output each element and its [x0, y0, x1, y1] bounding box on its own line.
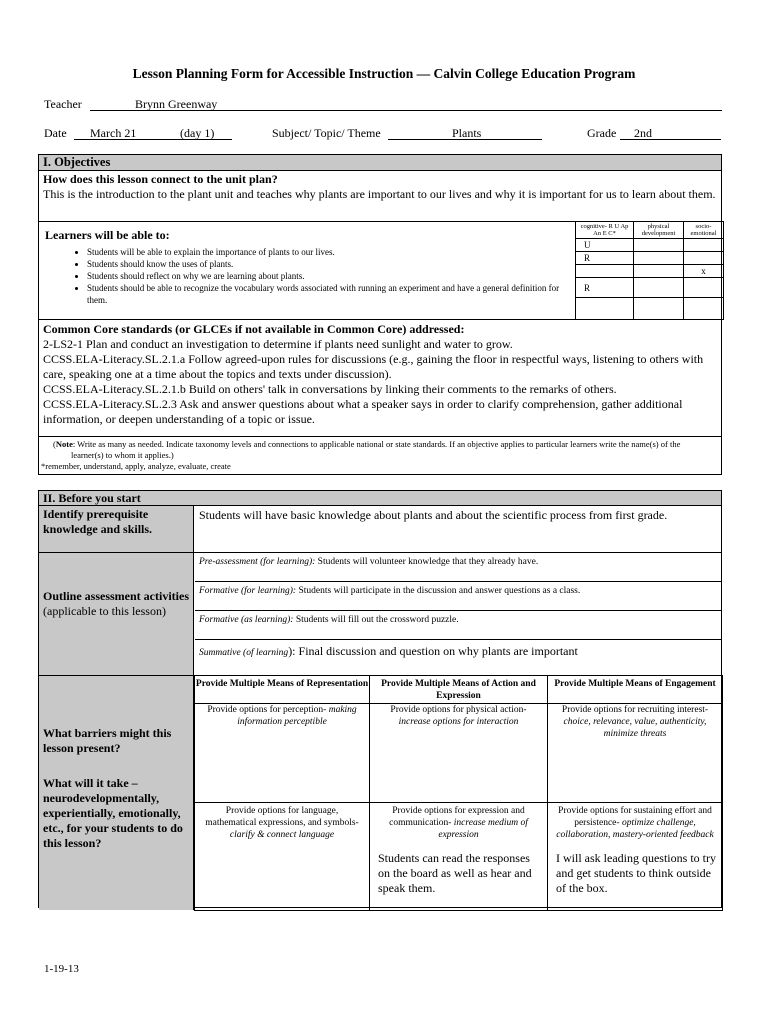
taxonomy-cell: x [684, 265, 724, 278]
objectives-list [39, 246, 577, 306]
common-core-line: CCSS.ELA-Literacy.SL.2.3 Ask and answer questions about what a speaker says in order to clarify comprehension, gather additional information, or deepen understanding of a topic or issue. [43, 397, 683, 426]
note-block [39, 437, 721, 472]
udl-header-representation: Provide Multiple Means of Representation [195, 676, 370, 704]
assessment-type: Summative (of learning [199, 648, 289, 658]
udl-cell-plain: Provide options for physical action- [390, 705, 527, 715]
prereq-value: Students will have basic knowledge about plants and about the scientific process from first grade. [199, 508, 668, 522]
learners-label: Learners will be able to: [45, 228, 170, 242]
common-core-label: Common Core standards (or GLCEs if not available in Common Core) addressed: [43, 322, 465, 336]
taxonomy-cell [634, 298, 684, 320]
taxonomy-footnote: *remember, understand, apply, analyze, evaluate, create [41, 461, 231, 471]
note-label: Note [55, 439, 73, 449]
teacher-label: Teacher [44, 97, 82, 111]
taxonomy-cell [576, 298, 634, 320]
udl-answer: I will ask leading questions to try and get students to think outside of the box. [556, 851, 716, 895]
taxonomy-cell [634, 239, 684, 252]
assessment-type: Formative (as learning): [199, 615, 294, 625]
udl-cell [548, 704, 723, 803]
teacher-value: Brynn Greenway [135, 97, 218, 111]
taxonomy-cell: R [576, 278, 634, 298]
assessment-type: Pre-assessment (for learning): [199, 557, 316, 567]
udl-cell-italic: increase medium of expression [438, 818, 528, 840]
udl-cell-plain: Provide options for language, mathematical expressions, and symbols- [205, 806, 359, 828]
barriers-label-cell [39, 676, 194, 910]
learners-block [39, 222, 721, 320]
footer-date: 1-19-13 [44, 963, 79, 975]
prereq-label: Identify prerequisite knowledge and skills. [39, 506, 194, 552]
udl-cell-italic: increase options for interaction [398, 717, 519, 727]
before-section [38, 490, 722, 908]
common-core-line: 2-LS2-1 Plan and conduct an investigation to determine if plants need sunlight and water to grow. [43, 337, 513, 351]
assessment-item [195, 582, 721, 611]
assessment-label-cell [39, 553, 194, 675]
common-core-line: CCSS.ELA-Literacy.SL.2.1.a Follow agreed-upon rules for discussions (e.g., gaining the floor in respectful ways, listening to others with care, speaking one at a time about the topics and texts under discussion). [43, 352, 704, 381]
taxonomy-cell [684, 298, 724, 320]
udl-table [194, 675, 723, 911]
udl-cell [370, 803, 548, 911]
objective-item: • Students should be able to recognize the vocabulary words associated with running an experiment and have a general definition for them. [87, 282, 577, 306]
udl-cell [195, 803, 370, 911]
assessment-sublabel: (applicable to this lesson) [43, 604, 166, 618]
unit-plan-answer: This is the introduction to the plant unit and teaches why plants are important to our lives and why it is important for us to learn about them. [43, 187, 716, 201]
assessment-item [195, 640, 721, 674]
page-title: Lesson Planning Form for Accessible Instruction — Calvin College Education Program [132, 66, 636, 81]
assessment-item [195, 611, 721, 640]
subject-label: Subject/ Topic/ Theme [272, 126, 381, 140]
assessment-text: Students will volunteer knowledge that they already have. [315, 557, 539, 567]
prereq-row [39, 506, 721, 553]
taxonomy-cell [684, 252, 724, 265]
udl-cell-italic: choice, relevance, value, authenticity, minimize threats [563, 717, 707, 739]
taxonomy-cell [634, 265, 684, 278]
note-text: : Write as many as needed. Indicate taxonomy levels and connections to applicable national or state standards. If an objective applies to particular learners write the name(s) of the learner(s) to whom it applies.) [71, 439, 681, 460]
udl-cell-plain: Provide options for perception- [207, 705, 327, 715]
assessment-label: Outline assessment activities [43, 589, 189, 603]
udl-cell-italic: clarify & connect language [229, 830, 335, 840]
common-core-line: CCSS.ELA-Literacy.SL.2.1.b Build on others' talk in conversations by linking their comments to the remarks of others. [43, 382, 617, 396]
udl-cell [195, 704, 370, 803]
assessment-type: Formative (for learning): [199, 586, 297, 596]
udl-header-action: Provide Multiple Means of Action and Expression [370, 676, 548, 704]
assessment-item [195, 553, 721, 582]
grade-value: 2nd [634, 126, 652, 140]
objectives-header: I. Objectives [39, 155, 721, 171]
taxonomy-header-cognitive: cognitive- R U Ap An E C* [576, 222, 634, 239]
udl-cell [548, 803, 723, 911]
grade-label: Grade [587, 126, 617, 140]
objective-item: • Students should reflect on why we are learning about plants. [87, 270, 577, 282]
objective-item: • Students will be able to explain the importance of plants to our lives. [87, 246, 577, 258]
udl-cell-plain: Provide options for sustaining effort and persistence- [558, 806, 712, 828]
assessment-text: Students will participate in the discussion and answer questions as a class. [296, 586, 581, 596]
assessment-text: ): Final discussion and question on why plants are important [288, 644, 578, 658]
note-open: ( [53, 439, 56, 449]
taxonomy-cell [634, 252, 684, 265]
common-core-block [39, 320, 721, 437]
taxonomy-table [575, 221, 724, 320]
taxonomy-header-socio: socio- emotional [684, 222, 724, 239]
assessment-text: Students will fill out the crossword puzzle. [293, 615, 459, 625]
taxonomy-cell: U [576, 239, 634, 252]
date-day: (day 1) [180, 126, 215, 140]
date-value: March 21 [90, 126, 137, 140]
assessment-row [39, 553, 721, 676]
before-header: II. Before you start [39, 491, 721, 506]
taxonomy-cell [684, 239, 724, 252]
taxonomy-header-physical: physical development [634, 222, 684, 239]
unit-plan-question: How does this lesson connect to the unit plan? [43, 172, 278, 186]
barriers-row [39, 676, 721, 910]
subject-value: Plants [452, 126, 482, 140]
readiness-question: What will it take – neurodevelopmentally, experientially, emotionally, etc., for your students to do this lesson? [43, 776, 183, 850]
udl-header-engagement: Provide Multiple Means of Engagement [548, 676, 723, 704]
udl-cell-italic: optimize challenge, collaboration, mastery-oriented feedback [556, 818, 714, 840]
udl-cell [370, 704, 548, 803]
taxonomy-cell [634, 278, 684, 298]
assessment-list [195, 553, 721, 674]
udl-cell-plain: Provide options for recruiting interest- [561, 705, 709, 715]
unit-plan-connection [39, 171, 721, 222]
taxonomy-cell [684, 278, 724, 298]
objectives-section [38, 154, 722, 475]
udl-answer: Students can read the responses on the board as well as hear and speak them. [378, 851, 532, 895]
taxonomy-cell [576, 265, 634, 278]
udl-cell-italic: making information perceptible [237, 705, 357, 727]
udl-cell-plain: Provide options for expression and communication- [389, 806, 525, 828]
objective-item: • Students should know the uses of plants. [87, 258, 577, 270]
taxonomy-cell: R [576, 252, 634, 265]
date-label: Date [44, 126, 67, 140]
barriers-question: What barriers might this lesson present? [43, 726, 172, 755]
